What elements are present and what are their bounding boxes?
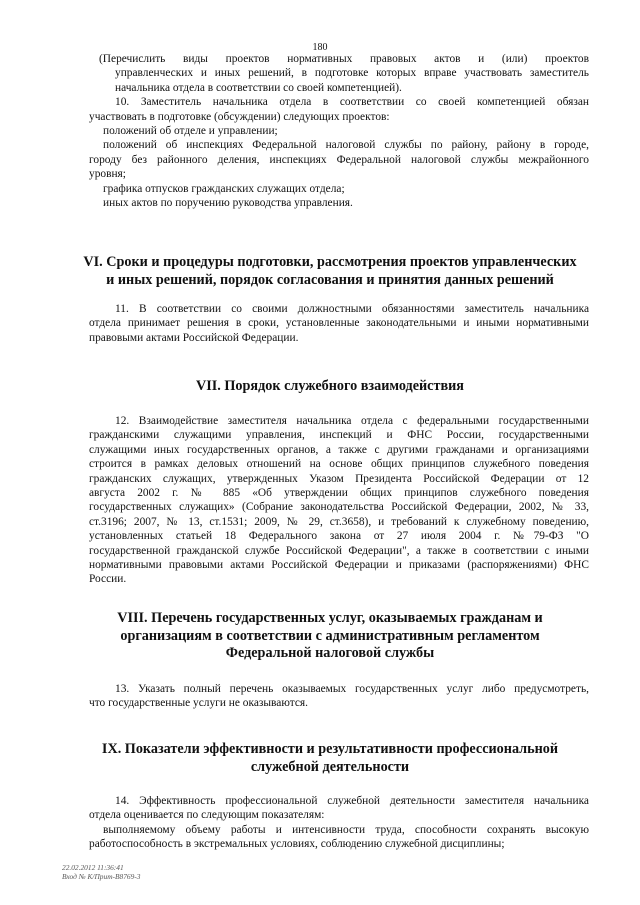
- text-line: начальника отдела в соответствии со своей компетенцией).: [115, 81, 402, 94]
- footer-stamp: [62, 863, 140, 881]
- text-line: строится в рамках деловых отношений на основе общих принципов служебного поведения: [89, 458, 589, 471]
- paragraph-14: [89, 794, 589, 852]
- section-heading: [60, 741, 600, 776]
- text-line: ст.3196; 2007, № 13, ст.1531; 2009, № 29, ст.3658), и требований к служебному поведению,: [89, 515, 589, 528]
- text-line: 12. Взаимодействие заместителя начальника отдела с федеральными государственными: [115, 415, 589, 427]
- text-line: положений об инспекциях Федеральной налоговой службы по району, району в городе,: [103, 139, 589, 152]
- text-line: отдела принимает решения в сроки, установленные законодательными и иными нормативными: [89, 317, 589, 330]
- note-paragraph: [89, 52, 589, 95]
- footer-line: Вход № К/Прит-В8769-3: [62, 872, 141, 881]
- text-line: России.: [89, 573, 127, 586]
- text-line: управленческих и иных решений, в подготовке которых вправе участвовать заместитель: [115, 67, 589, 80]
- paragraph-12: [89, 414, 589, 587]
- section-heading: [60, 610, 600, 663]
- heading-line: организациям в соответствии с административным регламентом: [120, 627, 540, 644]
- text-line: городу без районного деления, инспекциях Федеральной налоговой службы межрайонного: [89, 153, 589, 166]
- paragraph-11: [89, 302, 589, 345]
- paragraph-13: [89, 682, 589, 711]
- text-line: (Перечислить виды проектов нормативных правовых актов и (или) проектов: [99, 53, 589, 65]
- text-line: работоспособность в экстремальных условиях, соблюдению служебной дисциплины;: [89, 838, 505, 851]
- text-line: 10. Заместитель начальника отдела в соответствии со своей компетенцией обязан: [115, 96, 589, 109]
- text-line: уровня;: [89, 168, 126, 181]
- text-line: что государственные услуги не оказываются.: [89, 697, 308, 710]
- page-number: 180: [312, 42, 328, 53]
- heading-line: VIII. Перечень государственных услуг, оказываемых гражданам и: [117, 610, 543, 626]
- section-heading: [60, 254, 600, 289]
- list-item: [89, 138, 589, 181]
- list-item: положений об отделе и управлении;: [103, 125, 278, 138]
- list-item: иных актов по поручению руководства управления.: [103, 197, 353, 210]
- text-line: отдела оценивается по следующим показателям:: [89, 809, 325, 822]
- heading-line: Федеральной налоговой службы: [225, 645, 435, 662]
- heading-line: VI. Сроки и процедуры подготовки, рассмотрения проектов управленческих: [83, 254, 577, 270]
- paragraph-10: [89, 95, 589, 124]
- text-line: 13. Указать полный перечень оказываемых государственных услуг либо предусмотреть,: [115, 683, 589, 695]
- heading-line: служебной деятельности: [250, 758, 410, 775]
- heading-line: и иных решений, порядок согласования и принятия данных решений: [106, 271, 554, 288]
- text-line: установленных статьей 18 Федерального закона от 27 июля 2004 г. №79-ФЗ "О: [89, 530, 589, 543]
- text-line: 11. В соответствии со своими должностными обязанностями заместитель начальника: [115, 303, 589, 315]
- text-line: выполняемому объему работы и интенсивности труда, способности сохранять высокую: [103, 823, 589, 836]
- footer-line: 22.02.2012 11:36:41: [62, 863, 124, 872]
- text-line: нормативными правовыми актами Российской Федерации и приказами (распоряжениями) ФНС: [89, 559, 589, 572]
- list-item: графика отпусков гражданских служащих отдела;: [103, 182, 345, 195]
- text-line: служащими иных государственных органов, а также с другими гражданами и организациями: [89, 443, 589, 456]
- section-heading: VII. Порядок служебного взаимодействия: [196, 378, 464, 394]
- text-line: гражданских служащих, утвержденных Указом Президента Российской Федерации от 12: [89, 472, 589, 485]
- text-line: 14. Эффективность профессиональной служебной деятельности заместителя начальника: [115, 795, 589, 807]
- text-line: гражданскими служащими управления, инспекций и ФНС России, государственными: [89, 429, 589, 442]
- text-line: участвовать в подготовке (обсуждении) следующих проектов:: [89, 110, 390, 123]
- heading-line: IX. Показатели эффективности и результативности профессиональной: [101, 741, 559, 757]
- intro-block: [89, 52, 589, 210]
- text-line: августа 2002 г. № 885 «Об утверждении общих принципов служебного поведения: [89, 487, 589, 500]
- text-line: правовыми актами Российской Федерации.: [89, 331, 299, 344]
- text-line: государственных служащих» (Собрание законодательства Российской Федерации, 2002, № 33,: [89, 501, 589, 514]
- text-line: государственной гражданской службе Российской Федерации", а также в соответствии с иными: [89, 544, 589, 557]
